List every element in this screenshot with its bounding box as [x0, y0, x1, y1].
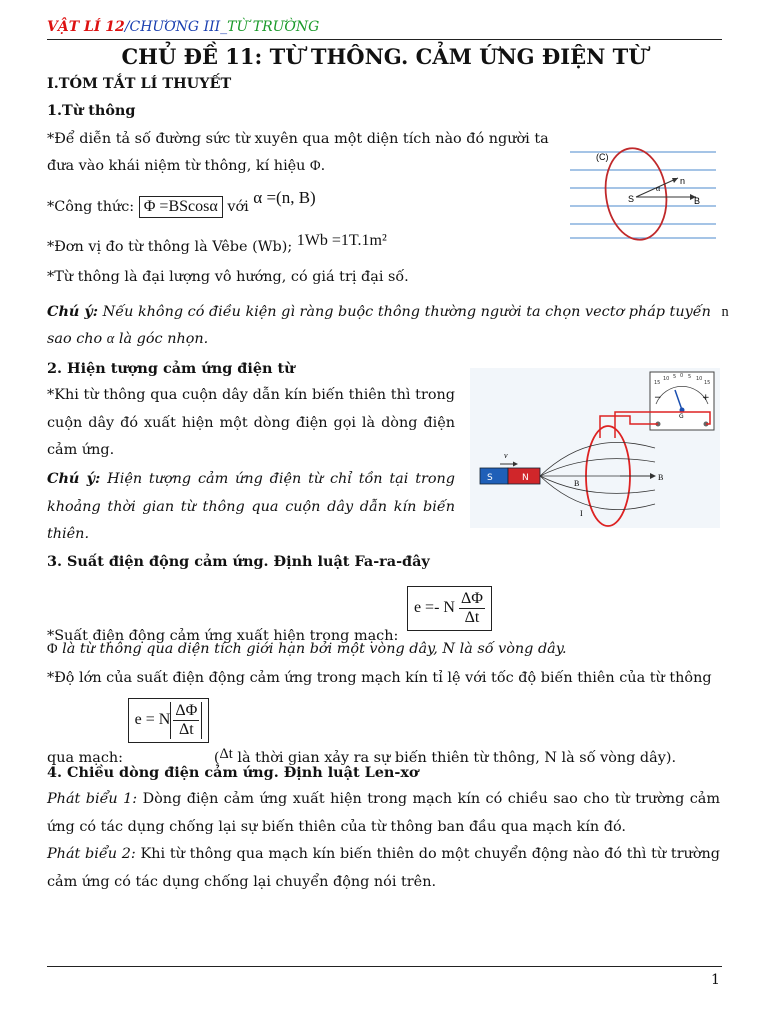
figure-flux-diagram: [568, 142, 718, 242]
normal-vector-symbol: n: [721, 304, 729, 320]
magnitude-formula-box: [128, 698, 210, 743]
header-chapter: CHƯƠNG III_: [129, 19, 228, 35]
alpha-definition: α =(n, B): [253, 188, 316, 207]
fig1-label-s: S: [628, 194, 635, 204]
faraday-lhs: e =- N: [413, 599, 455, 617]
induction-paragraph: *Khi từ thông qua cuộn dây dẫn kín biến thiên thì trong cuộn dây đó xuất hiện một dòng điện gọi là dòng điện cảm ứng.: [47, 387, 455, 458]
statement-1-label: Phát biểu 1:: [47, 791, 138, 807]
faraday-formula-box: [407, 586, 492, 631]
statement-2-text: Khi từ thông qua mạch kín biến thiên do một chuyển động nào đó thì từ trường cảm ứng có tác dụng chống lại chuyển động nói trên.: [47, 846, 720, 890]
induction-note: [47, 465, 455, 549]
note2-text: sao cho: [47, 331, 103, 347]
absolute-value: [170, 702, 202, 739]
i-c-label: I: [580, 509, 583, 518]
through-circuit-text: qua mạch:: [47, 750, 124, 767]
magnet-n-label: N: [522, 473, 529, 483]
period: .: [320, 158, 326, 174]
faraday-numerator: ΔΦ: [460, 590, 483, 607]
alpha-symbol: α: [106, 331, 115, 347]
scale-5-right: 5: [688, 374, 692, 380]
note-text-2: Hiện tượng cảm ứng điện từ chỉ tồn tại trong khoảng thời gian từ thông qua cuộn dây dẫn kín biến thiên.: [47, 471, 456, 542]
formula-label: *Công thức:: [47, 199, 135, 215]
galvanometer-minus: −: [654, 393, 662, 403]
phi-definition-text: là từ thông qua diện tích giới hạn bởi một vòng dây, N là số vòng dây.: [62, 641, 567, 657]
magnitude-numerator: ΔΦ: [175, 702, 198, 719]
fig1-label-c: (C): [596, 152, 609, 162]
fig1-label-alpha: α: [656, 184, 661, 193]
scale-5-left: 5: [673, 374, 677, 380]
note-label: Chú ý:: [47, 303, 99, 320]
scalar-line: *Từ thông là đại lượng vô hướng, có giá trị đại số.: [47, 269, 409, 285]
magnitude-formula-line: [47, 698, 677, 767]
delta-t-symbol: Δt: [219, 746, 233, 763]
statement-2: [47, 841, 720, 896]
fig1-label-n: n: [680, 176, 686, 186]
faraday-fraction: [459, 590, 485, 627]
header-divider: [47, 39, 722, 40]
unit-line: [47, 232, 387, 256]
flux-intro-line1: *Để diễn tả số đường sức từ xuyên qua một diện tích nào đó người ta: [47, 131, 549, 147]
flux-formula-box: Φ =BScosα: [139, 196, 223, 218]
page-number: 1: [711, 972, 720, 988]
magnitude-denominator: Δt: [178, 721, 194, 738]
emf-line: [47, 586, 492, 645]
galvanometer-g: G: [679, 413, 684, 420]
note-line2: [47, 331, 208, 348]
faraday-denominator: Δt: [464, 609, 480, 626]
galvanometer-plus: +: [702, 393, 710, 403]
scale-10-right: 10: [696, 376, 703, 382]
with-word: với: [227, 199, 249, 215]
velocity-label: v: [504, 451, 508, 460]
page-header: [47, 19, 319, 35]
footer-divider: [47, 966, 722, 967]
subheading-lenz: 4. Chiều dòng điện cảm ứng. Định luật Len-xơ: [47, 764, 419, 781]
b-o-label: B: [658, 473, 664, 482]
page-title: CHỦ ĐỀ 11: TỪ THÔNG. CẢM ỨNG ĐIỆN TỪ: [121, 44, 647, 69]
statement-2-label: Phát biểu 2:: [47, 846, 136, 862]
note-text: Nếu không có điều kiện gì ràng buộc thông thường người ta chọn vectơ pháp tuyến: [102, 304, 711, 320]
note-line1: [47, 303, 729, 321]
phi-definition-line: [47, 641, 567, 658]
magnitude-fraction: [173, 702, 199, 739]
subheading-faraday: 3. Suất điện động cảm ứng. Định luật Fa-ra-đây: [47, 553, 430, 570]
paren-open: (: [213, 750, 220, 767]
phi-symbol: Φ: [310, 158, 321, 174]
figure-induction-apparatus: [470, 368, 720, 528]
flux-intro-text: đưa vào khái niệm từ thông, kí hiệu: [47, 158, 306, 174]
scale-15-left: 15: [654, 380, 661, 386]
unit-label: *Đơn vị đo từ thông là Vêbe (Wb);: [47, 239, 293, 255]
emf-text: *Suất điện động cảm ứng xuất hiện trong mạch:: [47, 628, 399, 645]
section-heading-summary: I.TÓM TẮT LÍ THUYẾT: [47, 75, 232, 92]
flux-intro-line2: [47, 158, 325, 175]
statement-1: [47, 786, 720, 841]
magnitude-lhs: e = N: [134, 711, 171, 729]
scale-0: 0: [680, 373, 684, 379]
header-sep: /: [124, 19, 130, 35]
note-label-2: Chú ý:: [47, 470, 101, 487]
delta-t-definition: là thời gian xảy ra sự biến thiên từ thông, N là số vòng dây).: [237, 750, 677, 767]
scale-15-right: 15: [704, 380, 711, 386]
magnitude-line: *Độ lớn của suất điện động cảm ứng trong mạch kín tỉ lệ với tốc độ biến thiên của từ thông: [47, 670, 712, 686]
statement-1-text: Dòng điện cảm ứng xuất hiện trong mạch kín có chiều sao cho từ trường cảm ứng có tác dụng chống lại sự biến thiên của từ thông ban đầu qua mạch kín đó.: [47, 791, 721, 835]
formula-line: [47, 188, 316, 218]
unit-formula: 1Wb =1T.1m²: [296, 232, 387, 249]
b-c-label: B: [574, 479, 580, 488]
subheading-induction: 2. Hiện tượng cảm ứng điện từ: [47, 360, 295, 377]
phi-symbol-2: Φ: [47, 641, 58, 657]
scale-10-left: 10: [663, 376, 670, 382]
header-subject: VẬT LÍ 12: [47, 19, 125, 35]
magnet-s-label: S: [487, 473, 493, 483]
fig1-label-b: B: [694, 196, 701, 206]
subheading-magnetic-flux: 1.Từ thông: [47, 102, 136, 119]
note2-end: là góc nhọn.: [118, 331, 209, 347]
header-topic: TỪ TRƯỜNG: [227, 19, 320, 35]
